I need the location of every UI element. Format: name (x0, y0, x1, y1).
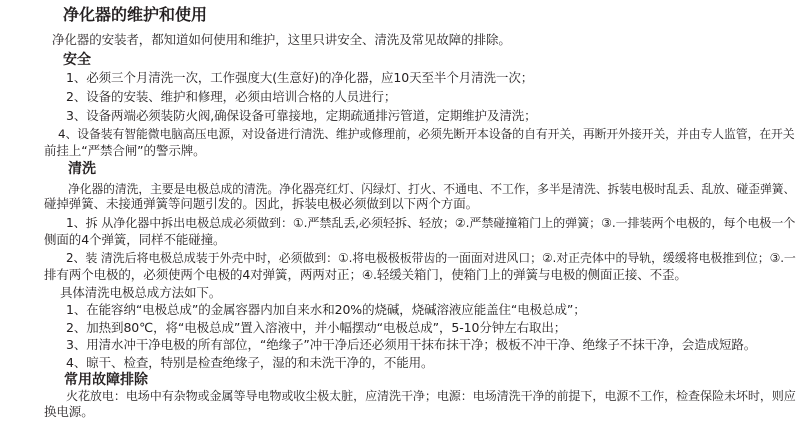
method-item: 3、用清水冲干净电极的所有部位，“绝缘子”冲干净后还必须用干抹布抹干净；极板不冲干净、绝缘子不抹干净，会造成短路。 (66, 337, 757, 353)
method-title: 具体清洗电极总成方法如下。 (60, 284, 222, 300)
safety-item-continued: 前挂上“严禁合闸”的警示牌。 (44, 142, 206, 158)
troubleshooting-heading: 常用故障排除 (64, 371, 148, 388)
safety-item: 2、设备的安装、维护和修理，必须由培训合格的人员进行； (66, 89, 397, 104)
troubleshooting-text: 火花放电：电场中有杂物或金属等导电物或收尘极太脏，应清洗干净；电源：电场清洗干净的前提下，电源不工作，检查保险未坏时，则应 (66, 389, 796, 404)
safety-item: 3、设备两端必须装防火阀,确保设备可靠接地，定期疏通排污管道，定期维护及清洗； (66, 107, 537, 123)
cleaning-step-assemble: 2、装 清洗后将电极总成装于外壳中时，必须做到：①.将电极极板带齿的一面面对进风口；②.对正壳体中的导轨，缓缓将电极推到位；③.一 (66, 251, 796, 266)
cleaning-heading: 清洗 (68, 161, 96, 178)
safety-heading: 安全 (63, 51, 91, 68)
cleaning-paragraph: 净化器的清洗，主要是电极总成的清洗。净化器亮红灯、闪绿灯、打火、不通电、不工作，多半是清洗、拆装电极时乱丢、乱放、碰歪弹簧、 (68, 181, 796, 196)
cleaning-step-disassemble: 侧面的4个弹簧，同样不能碰撞。 (44, 231, 226, 247)
cleaning-step-assemble: 排有两个电极的，必须使两个电极的4对弹簧，两两对正；④.轻缓关箱门，使箱门上的弹簧与电极的侧面正接、不歪。 (44, 266, 687, 282)
safety-item: 1、必须三个月清洗一次，工作强度大(生意好)的净化器，应10天至半个月清洗一次； (66, 70, 534, 86)
troubleshooting-text: 换电源。 (44, 404, 94, 419)
cleaning-step-disassemble: 1、拆 从净化器中拆出电极总成必须做到：①.严禁乱丢,必须轻拆、轻放；②.严禁碰撞箱门上的弹簧；③.一排装两个电极的，每个电极一个 (66, 216, 796, 230)
safety-item: 4、设备装有智能微电脑高压电源，对设备进行清洗、维护或修理前，必须先断开本设备的自有开关，再断开外接开关，并由专人监管，在开关 (58, 127, 795, 141)
method-item: 4、晾干、检查，特别是检查绝缘子，湿的和未洗干净的，不能用。 (66, 354, 434, 370)
cleaning-paragraph: 碰掉弹簧、未接通弹簧等问题引发的。因此，拆装电极必须做到以下两个方面。 (44, 196, 479, 212)
page-title: 净化器的维护和使用 (63, 4, 208, 24)
intro-text: 净化器的安装者，都知道如何使用和维护，这里只讲安全、清洗及常见故障的排除。 (52, 32, 511, 48)
method-item: 1、在能容纳“电极总成”的金属容器内加自来水和20%的烧碱，烧碱溶液应能盖住“电极总成”； (66, 302, 586, 318)
method-item: 2、加热到80℃，将“电极总成”置入溶液中，并小幅摆动“电极总成”，5-10分钟左右取出； (66, 319, 567, 335)
